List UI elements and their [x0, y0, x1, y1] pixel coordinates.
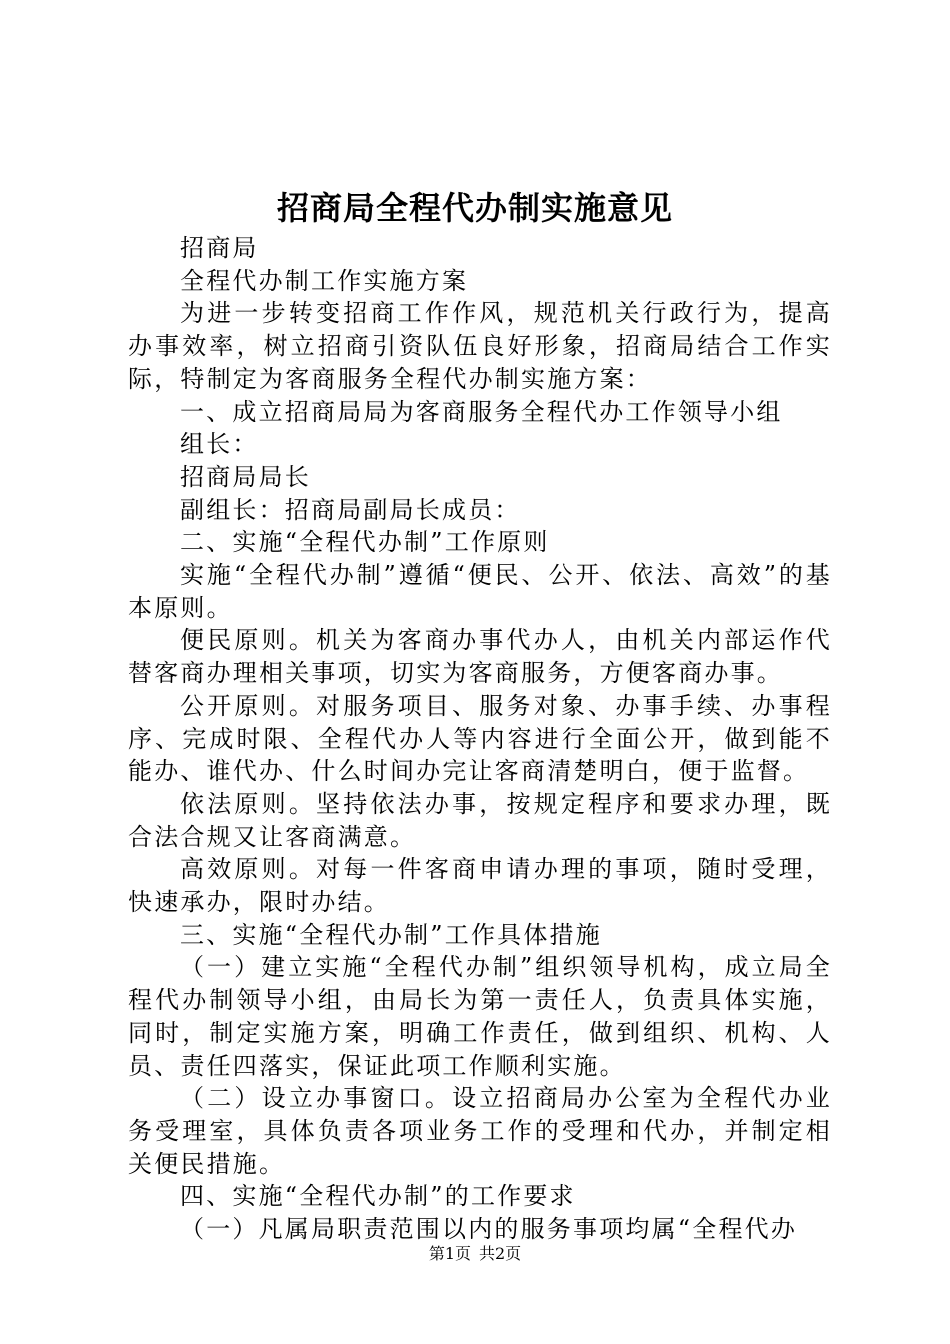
paragraph: （一）凡属局职责范围以内的服务事项均属“全程代办 [180, 1215, 798, 1244]
section-heading: 三、实施“全程代办制”工作具体措施 [180, 920, 602, 949]
paragraph: 招商局局长 [180, 462, 311, 491]
section-heading: 二、实施“全程代办制”工作原则 [180, 528, 550, 557]
document-body [128, 232, 832, 1246]
paragraph: （一）建立实施“全程代办制”组织领导机构，成立局全程代办制领导小组，由局长为第一责任人，负责具体实施，同时，制定实施方案，明确工作责任，做到组织、机构、人员、责任四落实，保证此项工作顺利实施。 [128, 953, 832, 1080]
paragraph: 全程代办制工作实施方案 [180, 266, 469, 295]
page-total: 共2页 [479, 1244, 522, 1263]
paragraph: 招商局 [180, 234, 259, 262]
paragraph: 实施“全程代办制”遵循“便民、公开、依法、高效”的基本原则。 [128, 561, 832, 622]
paragraph: 组长： [180, 430, 259, 459]
paragraph: 公开原则。对服务项目、服务对象、办事手续、办事程序、完成时限、全程代办人等内容进行全面公开，做到能不能办、谁代办、什么时间办完让客商清楚明白，便于监督。 [128, 691, 832, 786]
paragraph: 副组长：招商局副局长成员： [180, 495, 521, 524]
section-heading: 四、实施“全程代办制”的工作要求 [180, 1182, 576, 1211]
paragraph: 依法原则。坚持依法办事，按规定程序和要求办理，既合法合规又让客商满意。 [128, 789, 832, 851]
paragraph: 高效原则。对每一件客商申请办理的事项，随时受理，快速承办，限时办结。 [128, 855, 832, 917]
page-footer [0, 1244, 950, 1264]
paragraph: （二）设立办事窗口。设立招商局办公室为全程代办业务受理室，具体负责各项业务工作的受理和代办，并制定相关便民措施。 [128, 1084, 832, 1178]
paragraph: 为进一步转变招商工作作风，规范机关行政行为，提高办事效率，树立招商引资队伍良好形象，招商局结合工作实际，特制定为客商服务全程代办制实施方案： [128, 299, 832, 393]
document-title: 招商局全程代办制实施意见 [276, 189, 673, 227]
page-number: 第1页 [428, 1244, 471, 1263]
paragraph: 便民原则。机关为客商办事代办人，由机关内部运作代替客商办理相关事项，切实为客商服务，方便客商办事。 [128, 626, 832, 688]
section-heading: 一、成立招商局局为客商服务全程代办工作领导小组 [180, 397, 783, 426]
